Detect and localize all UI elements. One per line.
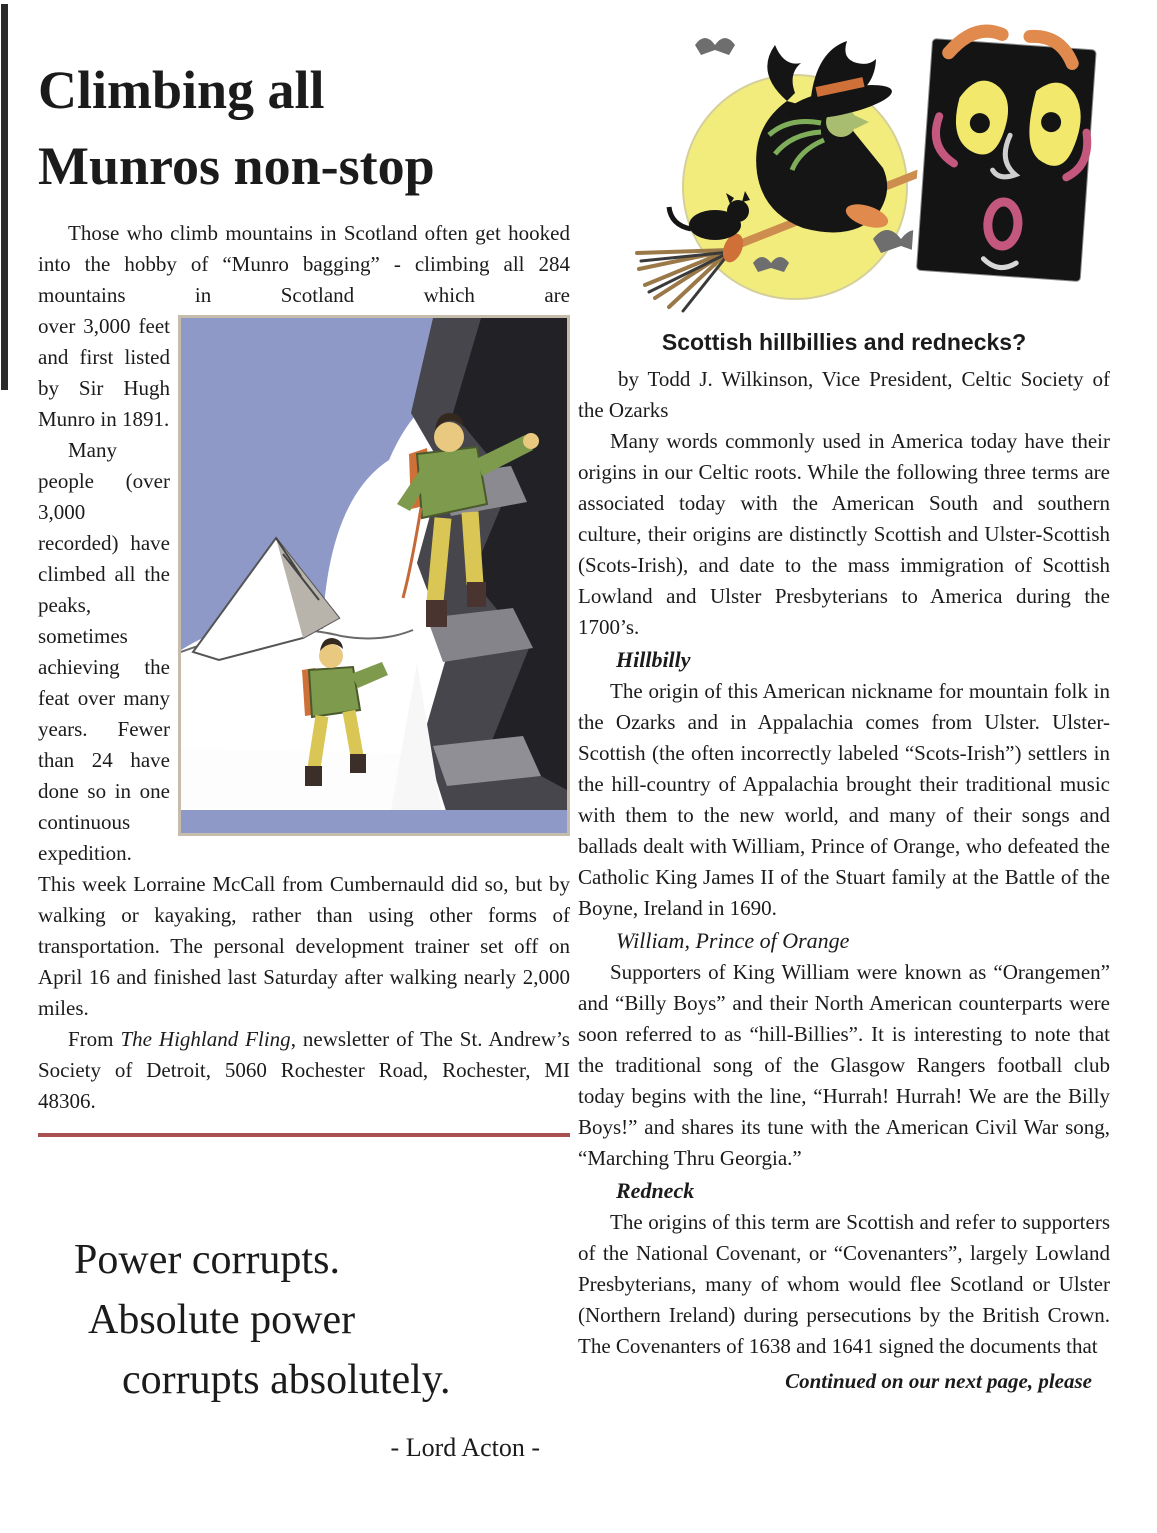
quote-attribution: - Lord Acton - (390, 1433, 540, 1462)
source-suffix: , newsletter of The St. Andrew’s Society of Detroit, 5060 Rochester Road, Rochester, MI 48306. (38, 1027, 570, 1113)
mountain-climbers-svg (181, 318, 567, 833)
section-heading-hillbilly: Hillbilly (616, 647, 691, 672)
continuation-note: Continued on our next page, please (785, 1369, 1092, 1393)
source-note (38, 1024, 570, 1117)
column-heading: Scottish hillbillies and rednecks? (661, 329, 1027, 355)
section-divider-rule (38, 1133, 570, 1137)
quote-block (38, 1230, 570, 1478)
section-body: The origins of this term are Scottish and refer to supporters of the National Covenant, or “Covenanters”, largely Lowland Presbyterians, many of whom would flee Scotland or Ulster (Northern Ireland) during persecutions by the British Crown. The Covenanters of 1638 and 1641 signed the documents that (578, 1210, 1110, 1358)
intro-paragraph: Many words commonly used in America today have their origins in our Celtic roots. While the following three terms are associated today with the American South and southern culture, their origins are distinctly Scottish and Ulster-Scottish (Scots-Irish), and date to the mass immigration of Scottish Lowland and Ulster Presbyterians to America during the 1700’s. (578, 429, 1110, 639)
right-article (578, 0, 1110, 1397)
halloween-svg (635, 5, 1110, 315)
section-body: Supporters of King William were known as “Orangemen” and “Billy Boys” and their North American counterparts were soon referred to as “hill-Billies”. It is interesting to note that the traditional song of the Glasgow Rangers football club today begins with the line, “Hurrah! Hurrah! We are the Billy Boys!” and shares its tune with the American Civil War song, “Marching Thru Georgia.” (578, 960, 1110, 1170)
halloween-illustration (578, 0, 1110, 318)
source-title: The Highland Fling (120, 1027, 291, 1051)
headline-line-2: Munros non-stop (38, 136, 435, 196)
article-paragraph: Those who climb mountains in Scotland often get hooked into the hobby of “Munro bagging” - climbing all 284 mountains in Scotland which are (38, 221, 570, 307)
section-heading-redneck: Redneck (616, 1178, 695, 1203)
mountain-climbing-illustration (178, 315, 570, 836)
quote-line: corrupts absolutely. (122, 1357, 451, 1403)
quote-line: Power corrupts. (74, 1237, 340, 1283)
article-headline (38, 52, 570, 204)
startled-face (910, 27, 1103, 288)
section-body: The origin of this American nickname for mountain folk in the Ozarks and in Appalachia comes from Ulster. Ulster-Scottish (the often incorrectly labeled “Scots-Irish”) settlers in the hill-country of Appalachia brought their traditional music with them to the new world, and many of their songs and ballads dealt with William, Prince of Orange, who defeated the Catholic King James II of the Stuart family at the Battle of the Boyne, Ireland in 1690. (578, 679, 1110, 920)
source-prefix: From (68, 1027, 121, 1051)
article-body (38, 218, 570, 1137)
column-body (578, 364, 1110, 1397)
scan-artifact-bar (1, 4, 8, 390)
article-paragraph: over 3,000 feet and first listed by Sir Hugh Munro in 1891. (38, 314, 170, 431)
left-article (38, 52, 570, 1137)
article-paragraph: Many people (over 3,000 recorded) have climbed all the peaks, sometimes achieving the feat over many years. Fewer than 24 have done so in one continuous expedition. This week Lorraine McCall from Cumbernauld did so, but by walking or kayaking, rather than using other forms of transportation. The personal development trainer set off on April 16 and finished last Saturday after walking nearly 2,000 miles. (38, 438, 570, 1020)
headline-line-1: Climbing all (38, 60, 325, 120)
article-wrap-section (38, 311, 570, 1117)
section-heading-william: William, Prince of Orange (616, 928, 850, 953)
byline: by Todd J. Wilkinson, Vice President, Celtic Society of the Ozarks (578, 367, 1110, 422)
quote-line: Absolute power (88, 1297, 356, 1343)
